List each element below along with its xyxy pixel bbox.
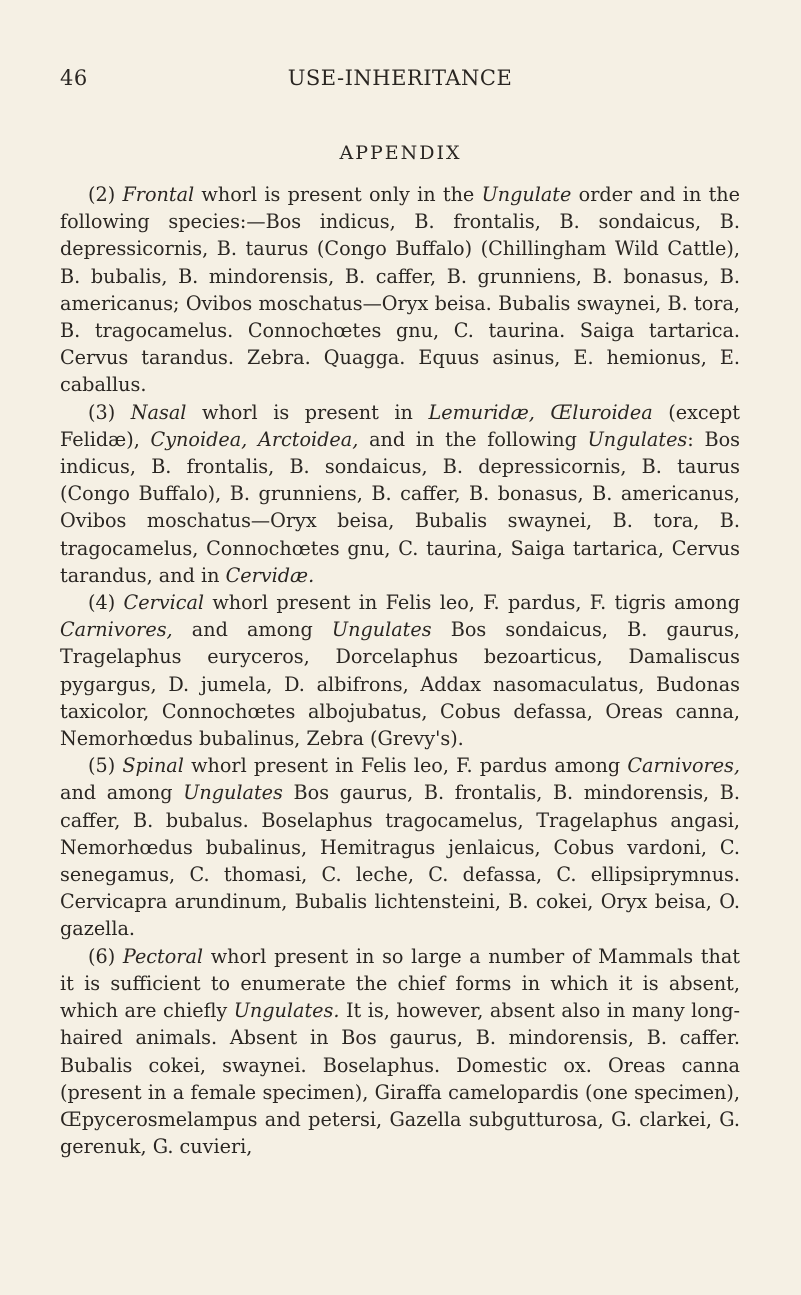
paragraph-cervical [60, 589, 740, 752]
taxon-italic: Ungulates [331, 618, 432, 642]
whorl-term: Cervical [123, 591, 205, 615]
paragraph-text: It is, however, absent also in many long-haired animals. Absent in Bos gaurus, B. mindorensis, B. caffer. Bubalis cokei, swaynei. Boselaphus. Domestic ox. Oreas canna (present in a female specimen), Giraffa camelopardis (one specimen), Œpycerosmelampus and petersi, Gazella subgutturosa, G. clarkei, G. gerenuk, G. cuvieri, [60, 999, 740, 1159]
paragraph-number: (5) [88, 754, 116, 778]
paragraph-text: : Bos indicus, B. frontalis, B. sondaicus, B. depressicornis, B. taurus (Congo Buffalo), B. grunniens, B. caffer, B. bonasus, B. americanus, Ovibos moschatus—Oryx beisa, Bubalis swaynei, B. tora, B. tragocamelus, Connochœtes gnu, C. taurina, Saiga tartarica, Cervus tarandus, and in [60, 427, 740, 587]
paragraph-number: (4) [88, 591, 116, 615]
paragraph-text: whorl is present in [186, 400, 429, 424]
paragraph-text: whorl present in Felis leo, F. pardus, F. tigris among [204, 591, 740, 615]
running-head [60, 66, 740, 96]
paragraph-text: and in the following [358, 427, 588, 451]
taxon-italic: Carnivores, [60, 618, 173, 642]
taxon-italic: Lemuridæ, Œluroidea [428, 400, 653, 424]
paragraph-number: (2) [88, 183, 116, 206]
paragraph-nasal [60, 399, 740, 589]
running-title: USE-INHERITANCE [287, 66, 513, 90]
whorl-term: Pectoral [122, 944, 204, 968]
whorl-term: Frontal [122, 183, 195, 206]
taxon-italic: Carnivores, [627, 754, 740, 778]
paragraph-frontal [60, 181, 740, 399]
paragraph-text: order and in the following species:—Bos indicus, B. frontalis, B. sondaicus, B. depressicornis, B. taurus (Congo Buffalo) (Chillingham Wild Cattle), B. bubalis, B. mindorensis, B. caffer, B. grunniens, B. bonasus, B. americanus; Ovibos moschatus—Oryx beisa. Bubalis swaynei, B. tora, B. tragocamelus. Connochœtes gnu, C. taurina. Saiga tartarica. Cervus tarandus. Zebra. Quagga. Equus asinus, E. hemionus, E. caballus. [60, 183, 740, 397]
paragraph-text: whorl is present only in the [194, 183, 482, 206]
taxon-italic: Cervidæ. [225, 563, 315, 587]
paragraph-text: (except Felidæ), [60, 400, 740, 451]
taxon-italic: Cynoidea, Arctoidea, [150, 427, 359, 451]
paragraph-pectoral [60, 943, 740, 1161]
taxon-italic: Ungulates [587, 427, 688, 451]
taxon-italic: Ungulates. [233, 999, 340, 1023]
paragraph-number: (3) [88, 400, 116, 424]
taxon-italic: Ungulates [183, 781, 283, 805]
whorl-term: Nasal [130, 400, 187, 424]
body-text [60, 181, 740, 1160]
paragraph-text: Bos sondaicus, B. gaurus, Tragelaphus euryceros, Dorcelaphus bezoarticus, Damaliscus pygargus, D. jumela, D. albifrons, Addax nasomaculatus, Budonas taxicolor, Connochœtes albojubatus, Cobus defassa, Oreas canna, Nemorhœdus bubalinus, Zebra (Grevy's). [60, 618, 740, 751]
whorl-term: Spinal [122, 754, 184, 778]
section-title: APPENDIX [339, 142, 462, 164]
paragraph-number: (6) [88, 944, 116, 968]
paragraph-text: whorl present in Felis leo, F. pardus among [183, 754, 628, 778]
paragraph-spinal [60, 752, 740, 942]
taxon-italic: Ungulate [481, 183, 572, 206]
page-number: 46 [60, 66, 88, 90]
paragraph-text: Bos gaurus, B. frontalis, B. mindorensis, B. caffer, B. bubalus. Boselaphus tragocamelus, Tragelaphus angasi, Nemorhœdus bubalinus, Hemitragus jenlaicus, Cobus vardoni, C. senegamus, C. thomasi, C. leche, C. defassa, C. ellipsiprymnus. Cervicapra arundinum, Bubalis lichtensteini, B. cokei, Oryx beisa, O. gazella. [60, 781, 740, 941]
paragraph-text: and among [60, 781, 184, 805]
paragraph-text: whorl present in so large a number of Mammals that it is sufficient to enumerate the chief forms in which it is absent, which are chiefly [60, 944, 740, 1023]
paragraph-text: and among [172, 618, 332, 642]
